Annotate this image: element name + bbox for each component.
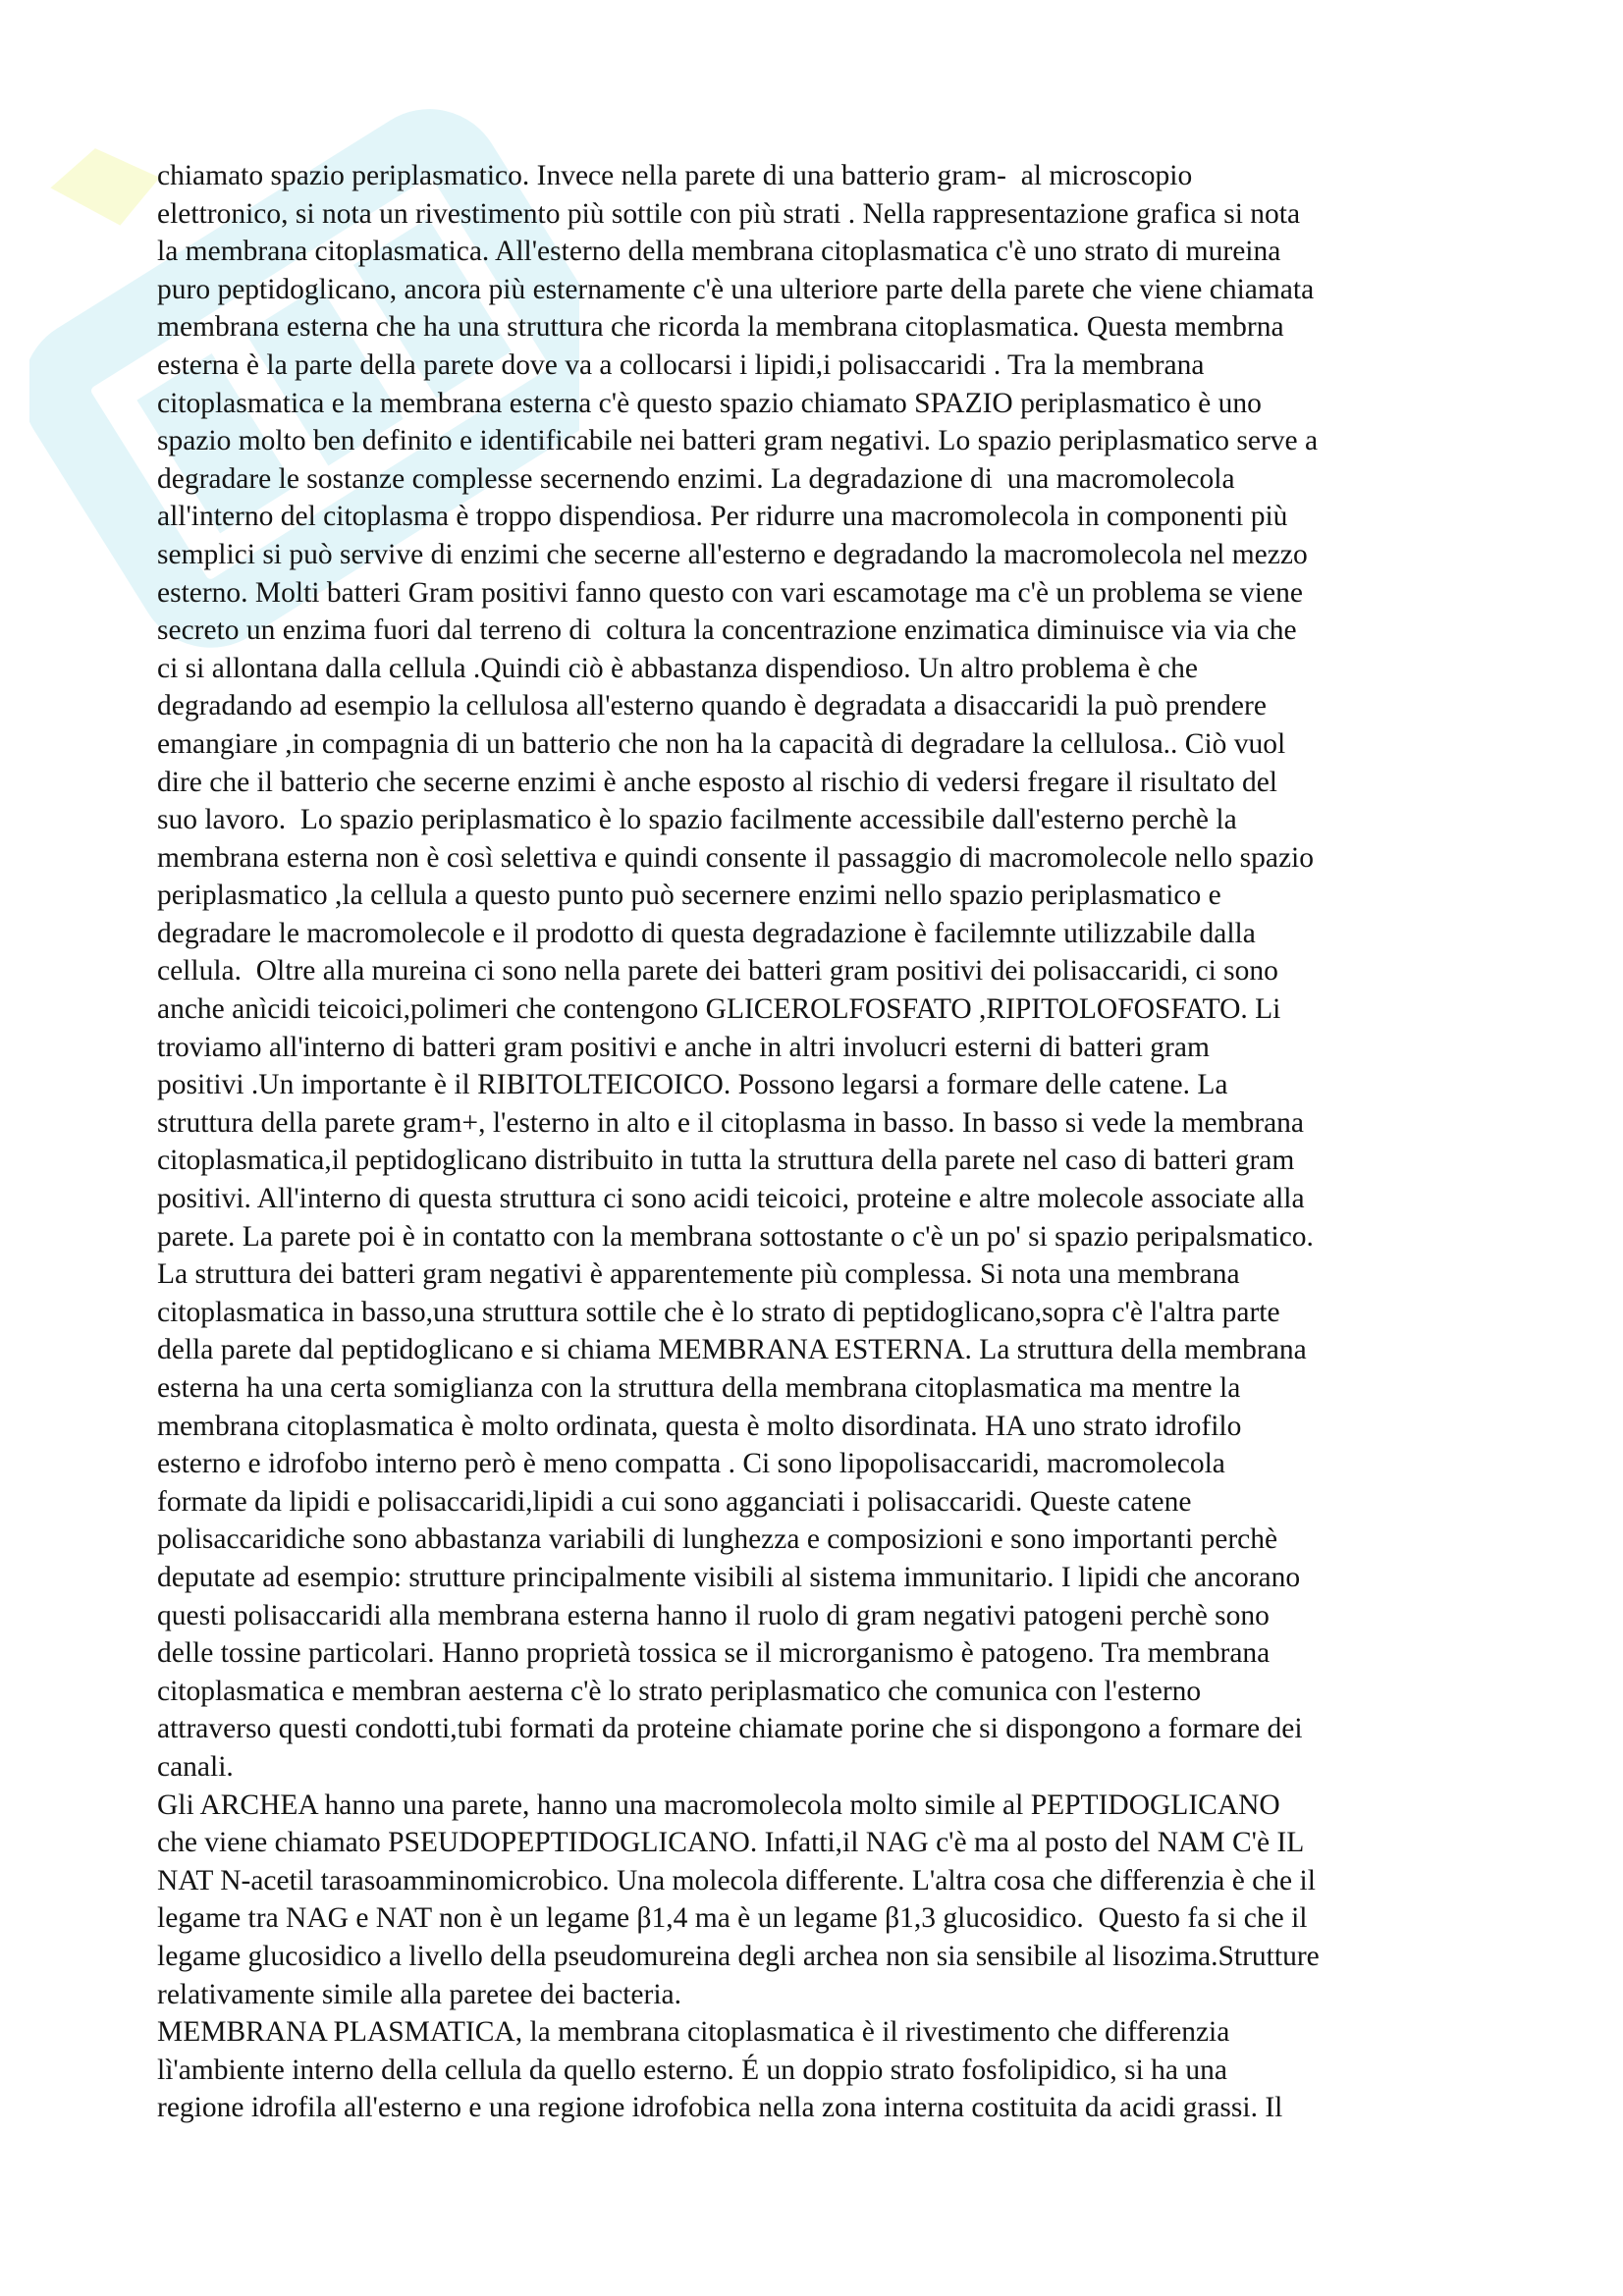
paragraph-membrana-plasmatica: MEMBRANA PLASMATICA, la membrana citoplasmatica è il rivestimento che differenzia lì'ambiente interno della cellula da quello esterno. É un doppio strato fosfolipidico, si ha una regione idrofila all'esterno e una regione idrofobica nella zona interna costituita da acidi grassi. Il — [157, 2016, 1283, 2124]
paragraph-body-1: chiamato spazio periplasmatico. Invece nella parete di una batterio gram- al microscopio elettronico, si nota un rivestimento più sottile con più strati . Nella rappresentazione grafica si nota la membrana citoplasmatica. All'esterno della membrana citoplasmatica c'è uno strato di mureina puro peptidoglicano, ancora più esternamente c'è una ulteriore parte della parete che viene chiamata membrana esterna che ha una struttura che ricorda la membrana citoplasmatica. Questa membrna esterna è la parte della parete dove va a collocarsi i lipidi,i polisaccaridi . Tra la membrana citoplasmatica e la membrana esterna c'è questo spazio chiamato SPAZIO periplasmatico è uno spazio molto ben definito e identificabile nei batteri gram negativi. Lo spazio periplasmatico serve a degradare le sostanze complesse secernendo enzimi. La degradazione di una macromolecola all'interno del citoplasma è troppo dispendiosa. Per ridurre una macromolecola in componenti più semplici si può servive di enzimi che secerne all'esterno e degradando la macromolecola nel mezzo esterno. Molti batteri Gram positivi fanno questo con vari escamotage ma c'è un problema se viene secreto un enzima fuori dal terreno di coltura la concentrazione enzimatica diminuisce via via che ci si allontana dalla cellula .Quindi ciò è abbastanza dispendioso. Un altro problema è che degradando ad esempio la cellulosa all'esterno quando è degradata a disaccaridi la può prendere emangiare ,in compagnia di un batterio che non ha la capacità di degradare la cellulosa.. Ciò vuol dire che il batterio che secerne enzimi è anche esposto al rischio di vedersi fregare il risultato del suo lavoro. Lo spazio periplasmatico è lo spazio facilmente accessibile dall'esterno perchè la membrana esterna non è così selettiva e quindi consente il passaggio di macromolecole nello spazio periplasmatico ,la cellula a questo punto può secernere enzimi nello spazio periplasmatico e degradare le macromolecole e il prodotto di questa degradazione è facilemnte utilizzabile dalla cellula. Oltre alla mureina ci sono nella parete dei batteri gram positivi dei polisaccaridi, ci sono anche anìcidi teicoici,polimeri che contengono GLICEROLFOSFATO ,RIPITOLOFOSFATO. Li troviamo all'interno di batteri gram positivi e anche in altri involucri esterni di batteri gram positivi .Un importante è il RIBITOLTEICOICO. Possono legarsi a formare delle catene. La struttura della parete gram+, l'esterno in alto e il citoplasma in basso. In basso si vede la membrana citoplasmatica,il peptidoglicano distribuito in tutta la struttura della parete nel caso di batteri gram positivi. All'interno di questa struttura ci sono acidi teicoici, proteine e altre molecole associate alla parete. La parete poi è in contatto con la membrana sottostante o c'è un po' si spazio peripalsmatico. La struttura dei batteri gram negativi è apparentemente più complessa. Si nota una membrana citoplasmatica in basso,una struttura sottile che è lo strato di peptidoglicano,sopra c'è l'altra parte della parete dal peptidoglicano e si chiama MEMBRANA ESTERNA. La struttura della membrana esterna ha una certa somiglianza con la struttura della membrana citoplasmatica ma mentre la membrana citoplasmatica è molto ordinata, questa è molto disordinata. HA uno strato idrofilo esterno e idrofobo interno però è meno compatta . Ci sono lipopolisaccaridi, macromolecola formate da lipidi e polisaccaridi,lipidi a cui sono agganciati i polisaccaridi. Queste catene polisaccaridiche sono abbastanza variabili di lunghezza e composizioni e sono importanti perchè deputate ad esempio: strutture principalmente visibili al sistema immunitario. I lipidi che ancorano questi polisaccaridi alla membrana esterna hanno il ruolo di gram negativi patogeni perchè sono delle tossine particolari. Hanno proprietà tossica se il microrganismo è patogeno. Tra membrana citoplasmatica e membran aesterna c'è lo strato periplasmatico che comunica con l'esterno attraverso questi condotti,tubi formati da proteine chiamate porine che si dispongono a formare dei canali. — [157, 160, 1319, 1783]
paragraph-archea: Gli ARCHEA hanno una parete, hanno una macromolecola molto simile al PEPTIDOGLICANO che viene chiamato PSEUDOPEPTIDOGLICANO. Infatti,il NAG c'è ma al posto del NAM C'è IL NAT N-acetil tarasoamminomicrobico. Una molecola differente. L'altra cosa che differenzia è che il legame tra NAG e NAT non è un legame β1,4 ma è un legame β1,3 glucosidico. Questo fa si che il legame glucosidico a livello della pseudomureina degli archea non sia sensibile al lisozima.Strutture relativamente simile alla paretee dei bacteria. — [157, 1789, 1320, 2010]
document-page — [157, 157, 1492, 2127]
